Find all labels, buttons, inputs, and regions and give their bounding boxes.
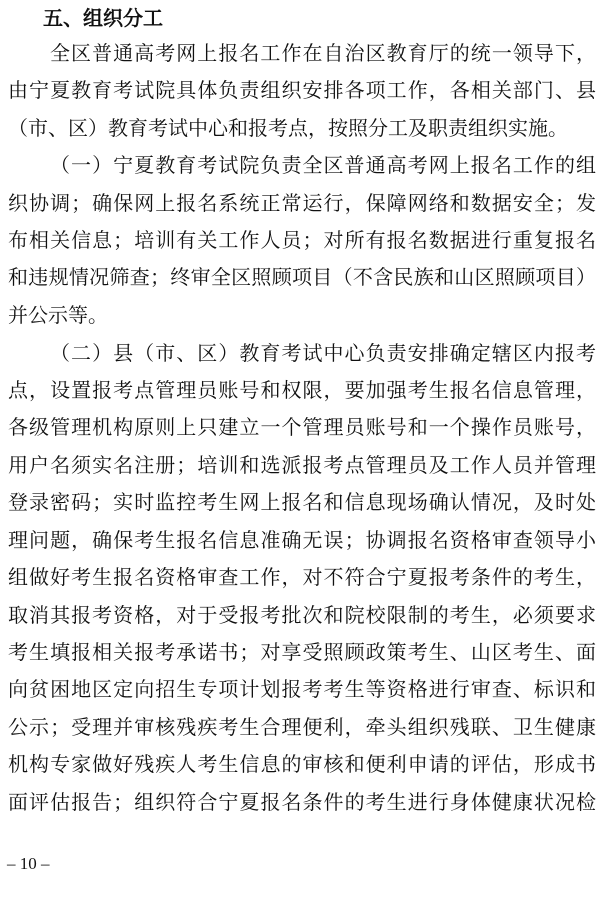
text-line: 布相关信息；培训有关工作人员；对所有报名数据进行重复报名	[8, 228, 596, 252]
text-line: 和违规情况筛查；终审全区照顾项目（不含民族和山区照顾项目）	[8, 265, 596, 289]
text-line: 用户名须实名注册；培训和选派报考点管理员及工作人员并管理	[8, 453, 596, 477]
text-line: 并公示等。	[8, 303, 108, 327]
text-line: 取消其报考资格，对于受报考批次和院校限制的考生，必须要求	[8, 603, 596, 627]
text-line: （市、区）教育考试中心和报考点，按照分工及职责组织实施。	[8, 116, 568, 140]
text-line: （二）县（市、区）教育考试中心负责安排确定辖区内报考	[50, 341, 596, 365]
text-line: 全区普通高考网上报名工作在自治区教育厅的统一领导下，	[50, 41, 596, 65]
text-line: 理问题，确保考生报名信息准确无误；协调报名资格审查领导小	[8, 528, 596, 552]
section-heading: 五、组织分工	[43, 6, 163, 30]
text-line: 向贫困地区定向招生专项计划报考考生等资格进行审查、标识和	[8, 677, 596, 701]
text-line: 各级管理机构原则上只建立一个管理员账号和一个操作员账号，	[8, 415, 596, 439]
page-number: – 10 –	[7, 854, 50, 873]
text-line: 由宁夏教育考试院具体负责组织安排各项工作，各相关部门、县	[8, 78, 596, 102]
text-line: 织协调；确保网上报名系统正常运行，保障网络和数据安全；发	[8, 191, 596, 215]
text-line: 组做好考生报名资格审查工作，对不符合宁夏报考条件的考生，	[8, 565, 596, 589]
text-line: 点，设置报考点管理员账号和权限，要加强考生报名信息管理，	[8, 378, 596, 402]
text-line: 机构专家做好残疾人考生信息的审核和便利申请的评估，形成书	[8, 752, 596, 776]
text-line: （一）宁夏教育考试院负责全区普通高考网上报名工作的组	[50, 153, 596, 177]
text-line: 公示；受理并审核残疾考生合理便利，牵头组织残联、卫生健康	[8, 715, 596, 739]
text-line: 登录密码；实时监控考生网上报名和信息现场确认情况，及时处	[8, 490, 596, 514]
text-line: 面评估报告；组织符合宁夏报名条件的考生进行身体健康状况检	[8, 790, 596, 814]
text-line: 考生填报相关报考承诺书；对享受照顾政策考生、山区考生、面	[8, 640, 596, 664]
